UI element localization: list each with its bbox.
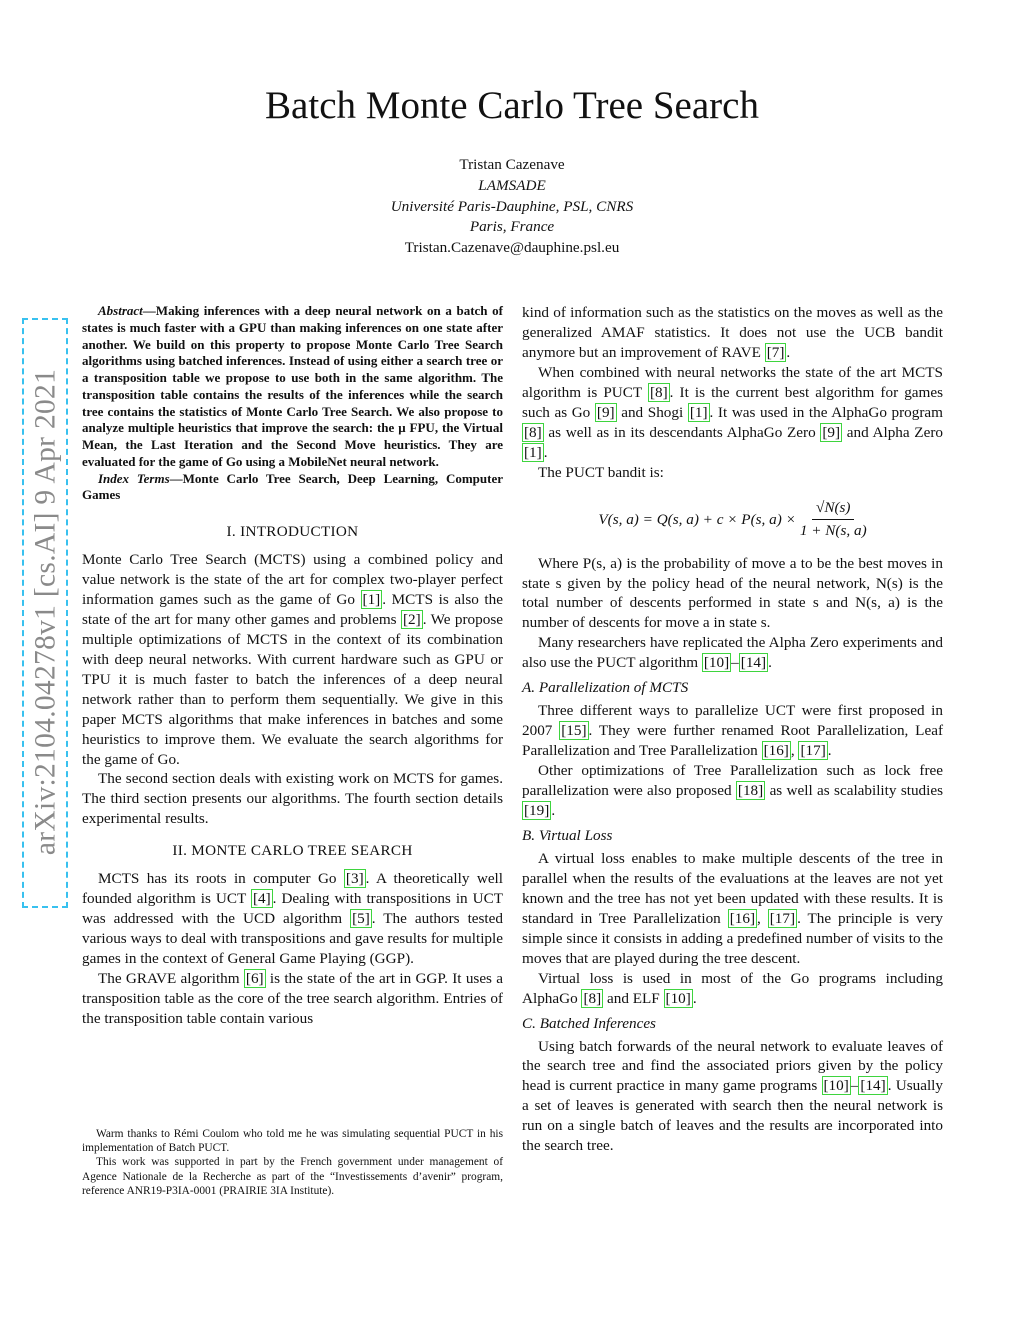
puct-formula — [522, 486, 943, 554]
citation-link[interactable]: [15] — [561, 722, 587, 740]
mcts-paragraph-1 — [82, 869, 503, 969]
index-terms-lead: Index Terms — [98, 470, 170, 486]
virtual-loss-paragraph-2 — [522, 969, 943, 1009]
citation-link[interactable]: [19] — [524, 802, 550, 820]
citation-link[interactable]: [8] — [524, 423, 542, 441]
text-span: . We propose multiple optimizations of MCTS in the context of its combination with deep neural networks. With current hardware such as GPU or TPU it is much faster to batch the inferences of a deep neural network rather than to perform them sequentially. We give in this paper MCTS algorithms that make inferences in batches and some heuristics to improve them. We evaluate the search algorithms for the game of Go. — [82, 610, 503, 768]
text-span: as well as in its descendants AlphaGo Zero — [543, 423, 821, 441]
text-span: . The principle is very simple since it consists in adding a predefined number of visits to the moves that are played during the tree descent. — [522, 909, 944, 967]
subsection-c-title: C. Batched Inferences — [522, 1014, 656, 1032]
citation-link[interactable]: [10] — [665, 989, 691, 1007]
text-span: and ELF — [603, 989, 664, 1007]
index-terms-text: —Monte Carlo Tree Search, Deep Learning, Computer Games — [82, 470, 503, 503]
virtual-loss-paragraph-1 — [522, 849, 943, 969]
text-span: Monte Carlo Tree Search (MCTS) using a combined policy and value network is the state of the art for complex two-player perfect information games such as the game of Go — [82, 551, 503, 608]
footnotes — [82, 1127, 503, 1198]
section-intro-title: I. INTRODUCTION — [226, 523, 359, 540]
abstract-text: —Making inferences with a deep neural network on a batch of states is much faster with a GPU than making inferences on one state after another. We build on this property to propose Monte Carlo Tree Search algorithms using batched inferences. Instead of using either a search tree or a transposition table we propose to use both in the same algorithm. The transposition table contains the results of the inferences while the search tree contains the statistics of Monte Carlo Tree Search. We also propose to analyze multiple heuristics that improve the search: the μ FPU, the Virtual Mean, the Last Iteration and the Second Move heuristics. They are evaluated for the game of Go using a MobileNet neural network. — [82, 303, 503, 469]
intro-paragraph-1 — [82, 550, 503, 769]
parallelization-paragraph-1 — [522, 701, 943, 761]
text-span: . — [551, 802, 556, 820]
citation-link[interactable]: [8] — [583, 989, 602, 1007]
citation-link[interactable]: [17] — [800, 742, 826, 760]
text-span: , — [757, 909, 768, 927]
subsection-a-title: A. Parallelization of MCTS — [522, 679, 689, 697]
paper-title: Batch Monte Carlo Tree Search — [265, 84, 759, 127]
text-span: . The authors tested various ways to deal with transpositions and gave results for multiple games in the context of General Game Playing (GGP). — [82, 910, 503, 968]
arxiv-id[interactable]: arXiv:2104.04278v1 [cs.AI] 9 Apr 2021 — [29, 368, 62, 856]
author-location: Paris, France — [469, 218, 555, 236]
text-span: A virtual loss enables to make multiple descents of the tree in parallel when the results of the evaluations at the leaves are not yet known and the tree has not yet been updated with these results. It is standard in Tree Parallelization — [522, 849, 943, 927]
footnote-funding: This work was supported in part by the French government under management of Agence Nationale de la Recherche as part of the “Investissements d’avenir” program, reference ANR19-P3IA-0001 (PRAIRIE 3IA Institute). — [82, 1156, 503, 1197]
author-name: Tristan Cazenave — [459, 156, 565, 173]
subsection-b-title: B. Virtual Loss — [522, 826, 613, 844]
citation-link[interactable]: [16] — [729, 909, 756, 927]
formula-lhs: V(s, a) = Q(s, a) + c × P(s, a) × — [598, 510, 796, 528]
citation-link[interactable]: [8] — [649, 383, 668, 401]
text-span: . — [692, 989, 697, 1007]
right-paragraph-5 — [522, 633, 943, 673]
formula-denominator: 1 + N(s, a) — [799, 522, 867, 540]
text-span: The GRAVE algorithm — [98, 970, 244, 988]
text-span: . — [543, 443, 548, 461]
abstract — [82, 303, 503, 471]
index-terms — [82, 471, 503, 505]
text-span: and Shogi — [616, 403, 688, 421]
author-org: LAMSADE — [478, 176, 546, 194]
text-span: . — [827, 742, 832, 760]
left-column — [82, 303, 503, 1029]
text-span: . They were further renamed Root Parallelization, Leaf Parallelization and Tree Parallelization — [522, 722, 944, 760]
citation-link[interactable]: [2] — [403, 610, 421, 628]
text-span: is the state of the art in GGP. It uses a transposition table as the core of the tree search algorithm. Entries of the transposition table contain various — [82, 970, 503, 1028]
citation-link[interactable]: [5] — [352, 910, 370, 928]
right-paragraph-2 — [522, 363, 943, 463]
text-span: . A theoretically well founded algorithm is UCT — [82, 870, 503, 908]
intro-paragraph-2: The second section deals with existing work on MCTS for games. The third section presents our algorithms. The fourth section details experimental results. — [82, 770, 503, 828]
citation-link[interactable]: [7] — [766, 343, 785, 361]
text-span: . Usually a set of leaves is generated with search then the neural network is run on a single batch of leaves and the results are incorporated into the search tree. — [522, 1077, 943, 1155]
citation-link[interactable]: [1] — [524, 443, 542, 461]
text-span: MCTS has its roots in computer Go — [98, 870, 344, 888]
author-block — [0, 155, 1024, 259]
text-span: . It is the current best algorithm for games such as Go — [522, 383, 943, 421]
abstract-lead: Abstract — [98, 303, 143, 318]
right-paragraph-3: The PUCT bandit is: — [538, 463, 664, 481]
citation-link[interactable]: [9] — [596, 403, 615, 421]
text-span: as well as scalability studies — [765, 782, 944, 800]
formula-fraction — [800, 498, 867, 541]
text-span: . Dealing with transpositions in UCT was addressed with the UCD algorithm — [82, 890, 503, 928]
footnote-thanks: Warm thanks to Rémi Coulom who told me he was simulating sequential PUCT in his implementation of Batch PUCT. — [82, 1128, 503, 1155]
citation-link[interactable]: [14] — [740, 654, 767, 672]
citation-link[interactable]: [9] — [822, 423, 841, 441]
section-mcts-title: II. MONTE CARLO TREE SEARCH — [172, 842, 413, 860]
text-span: kind of information such as the statistics on the moves as well as the generalized AMAF statistics. It does not use the UCB bandit anymore but an improvement of RAVE — [522, 304, 943, 361]
text-span: Three different ways to parallelize UCT were first proposed in 2007 — [522, 702, 943, 740]
text-span: . — [768, 654, 772, 672]
citation-link[interactable]: [3] — [345, 870, 364, 888]
right-paragraph-4: Where P(s, a) is the probability of move a to be the best moves in state s given by the policy head of the neural network, N(s) is the total number of descents performed in state s and N(s, a) is the number of descents for move a in state s. — [522, 554, 943, 632]
citation-link[interactable]: [10] — [703, 654, 730, 672]
citation-link[interactable]: [1] — [689, 403, 708, 421]
text-span: Many researchers have replicated the Alpha Zero experiments and also use the PUCT algorithm — [522, 634, 943, 672]
batched-inferences-paragraph-1 — [522, 1037, 943, 1157]
citation-link[interactable]: [4] — [252, 890, 271, 908]
citation-link[interactable]: [18] — [737, 782, 764, 800]
mcts-paragraph-2 — [82, 969, 503, 1029]
text-span: and Alpha Zero — [842, 423, 943, 441]
text-span: Using batch forwards of the neural network to evaluate leaves of the search tree and find the associated priors given by the policy head is current practice in many game programs — [522, 1037, 943, 1095]
text-span: . — [786, 343, 791, 361]
text-span: – — [731, 654, 739, 672]
citation-link[interactable]: [1] — [362, 590, 381, 608]
text-span: , — [790, 742, 799, 760]
text-span: Virtual loss is used in most of the Go programs including AlphaGo — [522, 969, 943, 1007]
text-span: . MCTS is also the state of the art for many other games and problems — [82, 590, 503, 628]
citation-link[interactable]: [10] — [823, 1077, 849, 1095]
citation-link[interactable]: [6] — [245, 970, 264, 988]
text-span: When combined with neural networks the state of the art MCTS algorithm is PUCT — [522, 363, 943, 401]
citation-link[interactable]: [16] — [763, 742, 789, 760]
parallelization-paragraph-2 — [522, 761, 943, 821]
text-span: Other optimizations of Tree Parallelization such as lock free parallelization were also proposed — [522, 762, 943, 800]
formula-numerator: √N(s) — [812, 498, 855, 520]
text-span: . It was used in the AlphaGo program — [709, 403, 943, 421]
text-span: – — [850, 1077, 859, 1095]
right-column — [522, 303, 943, 1156]
citation-link[interactable]: [14] — [860, 1077, 886, 1095]
author-email[interactable]: Tristan.Cazenave@dauphine.psl.eu — [404, 239, 620, 257]
right-paragraph-1 — [522, 303, 943, 363]
author-university: Université Paris-Dauphine, PSL, CNRS — [390, 197, 634, 215]
citation-link[interactable]: [17] — [769, 909, 796, 927]
